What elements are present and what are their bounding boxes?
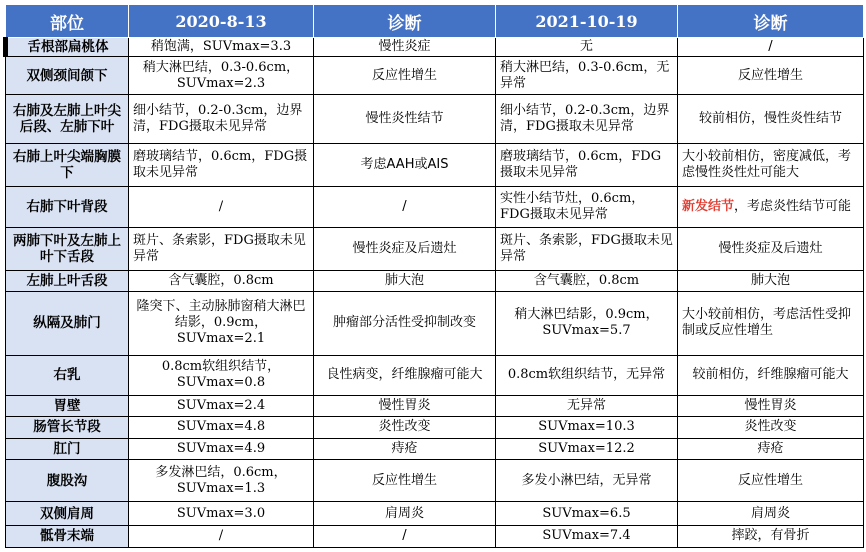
row-part: 左肺上叶舌段 xyxy=(6,270,129,291)
diagnosis-2020: / xyxy=(314,525,496,547)
table-row xyxy=(6,459,864,502)
diagnosis-2021: 反应性增生 xyxy=(678,57,864,95)
row-part: 右乳 xyxy=(6,355,129,395)
table-row xyxy=(6,438,864,459)
diagnosis-2021: 反应性增生 xyxy=(678,459,864,502)
row-part: 肛门 xyxy=(6,438,129,459)
row-part: 双侧颈间颌下 xyxy=(6,57,129,95)
table-row xyxy=(6,396,864,417)
diagnosis-2020: 考虑AAH或AIS xyxy=(314,144,496,187)
diagnosis-2021-rest: ，考虑炎性结节可能 xyxy=(734,198,852,214)
diagnosis-2021: 慢性胃炎 xyxy=(678,396,864,417)
diagnosis-2021: 较前相仿，慢性炎性结节 xyxy=(678,95,864,144)
table-row xyxy=(6,57,864,95)
new-nodule-highlight: 新发结节 xyxy=(682,198,735,214)
finding-2021: SUVmax=6.5 xyxy=(496,502,678,525)
finding-2020: 0.8cm软组织结节，SUVmax=0.8 xyxy=(129,355,314,395)
table-row xyxy=(6,525,864,547)
row-part: 纵隔及肺门 xyxy=(6,291,129,355)
diagnosis-2020: 慢性炎症及后遗灶 xyxy=(314,228,496,271)
diagnosis-2021: / xyxy=(678,38,864,57)
finding-2021: 实性小结节灶，0.6cm，FDG摄取未见异常 xyxy=(496,186,678,227)
finding-2020: 细小结节，0.2-0.3cm，边界清，FDG摄取未见异常 xyxy=(129,95,314,144)
finding-2020: 含气囊腔，0.8cm xyxy=(129,270,314,291)
diagnosis-2020: / xyxy=(314,186,496,227)
finding-2021: 稍大淋巴结，0.3-0.6cm，无异常 xyxy=(496,57,678,95)
finding-2021: 多发小淋巴结，无异常 xyxy=(496,459,678,502)
row-part: 右肺下叶背段 xyxy=(6,186,129,227)
diagnosis-2021: 痔疮 xyxy=(678,438,864,459)
row-part: 两肺下叶及左肺上叶下舌段 xyxy=(6,228,129,271)
finding-2020: 稍饱满，SUVmax=3.3 xyxy=(129,38,314,57)
finding-2021: 0.8cm软组织结节，无异常 xyxy=(496,355,678,395)
diagnosis-2020: 反应性增生 xyxy=(314,459,496,502)
table-row xyxy=(6,186,864,227)
diagnosis-2020: 肺大泡 xyxy=(314,270,496,291)
table-row xyxy=(6,270,864,291)
row-part: 舌根部扁桃体 xyxy=(6,38,129,57)
diagnosis-2020: 慢性炎性结节 xyxy=(314,95,496,144)
finding-2021: SUVmax=7.4 xyxy=(496,525,678,547)
finding-2020: 斑片、条索影，FDG摄取未见异常 xyxy=(129,228,314,271)
finding-2021: SUVmax=10.3 xyxy=(496,417,678,438)
table-row xyxy=(6,355,864,395)
diagnosis-2021: 大小较前相仿，考虑活性受抑制或反应性增生 xyxy=(678,291,864,355)
finding-2020: 隆突下、主动脉肺窗稍大淋巴结影，0.9cm，SUVmax=2.1 xyxy=(129,291,314,355)
diagnosis-2021 xyxy=(678,186,864,227)
finding-2021: 无异常 xyxy=(496,396,678,417)
diagnosis-2021: 炎性改变 xyxy=(678,417,864,438)
finding-2021: SUVmax=12.2 xyxy=(496,438,678,459)
header-diagnosis-2021: 诊断 xyxy=(678,5,864,38)
table-row xyxy=(6,417,864,438)
finding-2020: SUVmax=3.0 xyxy=(129,502,314,525)
finding-2020: SUVmax=2.4 xyxy=(129,396,314,417)
finding-2021: 斑片、条索影，FDG摄取未见异常 xyxy=(496,228,678,271)
diagnosis-2021: 大小较前相仿，密度减低，考虑慢性炎性灶可能大 xyxy=(678,144,864,187)
table-row xyxy=(6,144,864,187)
diagnosis-2020: 痔疮 xyxy=(314,438,496,459)
table-row xyxy=(6,291,864,355)
finding-2020: / xyxy=(129,186,314,227)
diagnosis-2021: 肩周炎 xyxy=(678,502,864,525)
diagnosis-2021: 较前相仿，纤维腺瘤可能大 xyxy=(678,355,864,395)
finding-2021: 无 xyxy=(496,38,678,57)
row-part: 骶骨末端 xyxy=(6,525,129,547)
row-part: 胃壁 xyxy=(6,396,129,417)
table-row xyxy=(6,502,864,525)
finding-2021: 细小结节，0.2-0.3cm，边界清，FDG摄取未见异常 xyxy=(496,95,678,144)
table-row xyxy=(6,228,864,271)
header-diagnosis-2020: 诊断 xyxy=(314,5,496,38)
finding-2021: 磨玻璃结节，0.6cm，FDG摄取未见异常 xyxy=(496,144,678,187)
diagnosis-2020: 肿瘤部分活性受抑制改变 xyxy=(314,291,496,355)
finding-2020: SUVmax=4.8 xyxy=(129,417,314,438)
diagnosis-2020: 反应性增生 xyxy=(314,57,496,95)
pet-ct-comparison-table xyxy=(3,4,864,548)
finding-2020: 稍大淋巴结，0.3-0.6cm，SUVmax=2.3 xyxy=(129,57,314,95)
finding-2021: 稍大淋巴结影，0.9cm，SUVmax=5.7 xyxy=(496,291,678,355)
row-part: 右肺上叶尖端胸膜下 xyxy=(6,144,129,187)
header-part: 部位 xyxy=(6,5,129,38)
table-row xyxy=(6,38,864,57)
diagnosis-2021: 摔跤，有骨折 xyxy=(678,525,864,547)
diagnosis-2020: 良性病变，纤维腺瘤可能大 xyxy=(314,355,496,395)
diagnosis-2020: 慢性炎症 xyxy=(314,38,496,57)
header-row xyxy=(6,5,864,38)
finding-2020: 多发淋巴结，0.6cm，SUVmax=1.3 xyxy=(129,459,314,502)
row-part: 腹股沟 xyxy=(6,459,129,502)
diagnosis-2021: 肺大泡 xyxy=(678,270,864,291)
diagnosis-2021: 慢性炎症及后遗灶 xyxy=(678,228,864,271)
row-part: 双侧肩周 xyxy=(6,502,129,525)
finding-2021: 含气囊腔，0.8cm xyxy=(496,270,678,291)
finding-2020: SUVmax=4.9 xyxy=(129,438,314,459)
header-date-2020: 2020-8-13 xyxy=(129,5,314,38)
row-part: 右肺及左肺上叶尖后段、左肺下叶 xyxy=(6,95,129,144)
row-part: 肠管长节段 xyxy=(6,417,129,438)
finding-2020: 磨玻璃结节，0.6cm，FDG摄取未见异常 xyxy=(129,144,314,187)
diagnosis-2020: 肩周炎 xyxy=(314,502,496,525)
header-date-2021: 2021-10-19 xyxy=(496,5,678,38)
diagnosis-2020: 炎性改变 xyxy=(314,417,496,438)
finding-2020: / xyxy=(129,525,314,547)
table-row xyxy=(6,95,864,144)
diagnosis-2020: 慢性胃炎 xyxy=(314,396,496,417)
